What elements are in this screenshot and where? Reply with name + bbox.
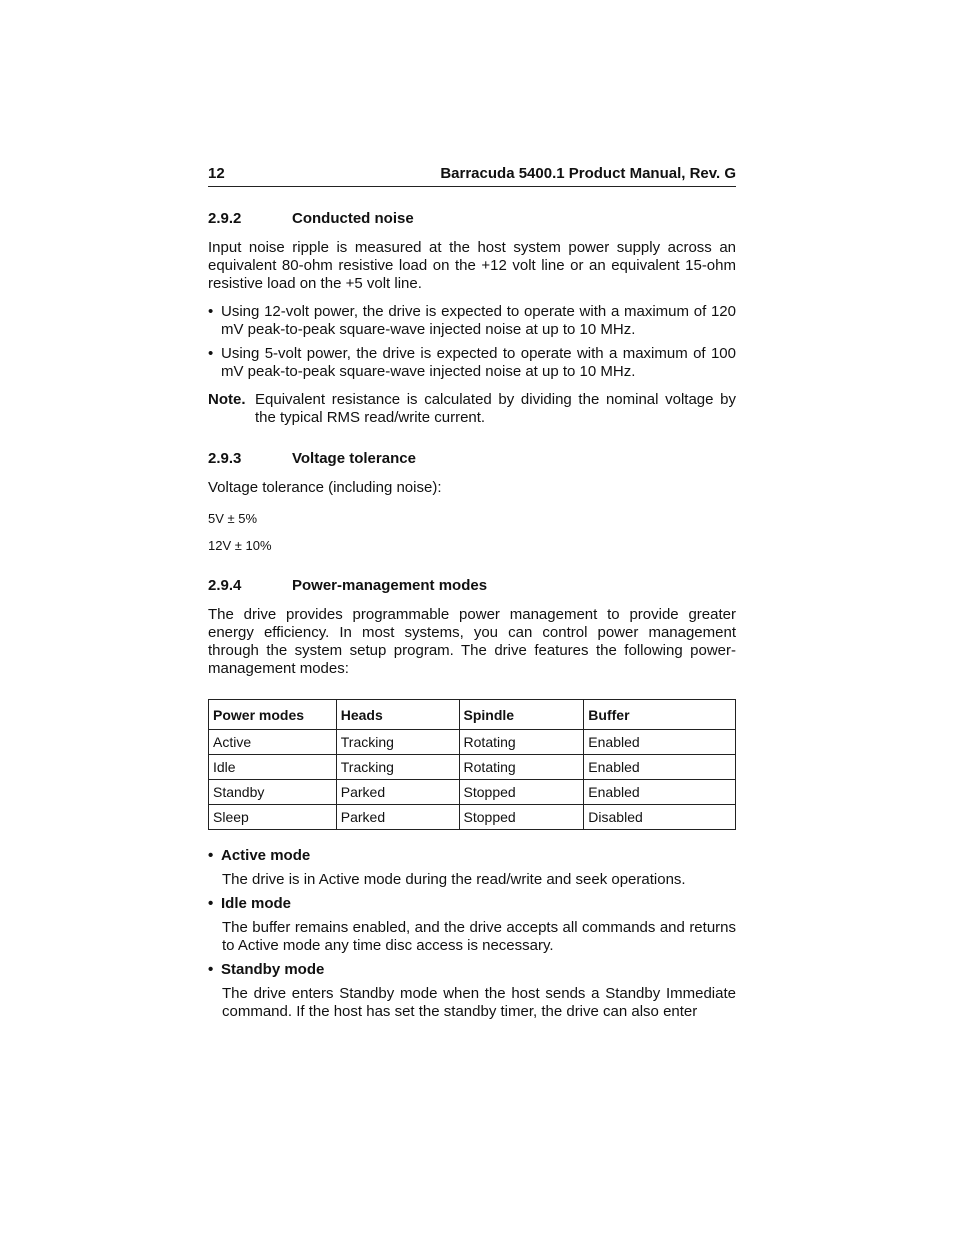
manual-title: Barracuda 5400.1 Product Manual, Rev. G: [440, 165, 736, 182]
conducted-noise-intro: Input noise ripple is measured at the host system power supply across an equivalent 80-ohm resistive load on the +12 volt line or an equivalent 15-ohm resistive load on the +5 volt line.: [208, 239, 736, 292]
page-header: [208, 162, 736, 187]
list-item: [208, 895, 736, 955]
column-header: Spindle: [459, 700, 584, 730]
table-cell: Parked: [336, 780, 459, 805]
mode-description: The buffer remains enabled, and the drive accepts all commands and returns to Active mode any time disc access is necessary.: [222, 919, 736, 954]
section-number: 2.9.2: [208, 210, 242, 227]
section-number: 2.9.3: [208, 450, 242, 467]
power-modes-intro: The drive provides programmable power management to provide greater energy efficiency. In most systems, you can control power management through the system setup program. The drive features the following power-management modes:: [208, 606, 736, 677]
section-title: Voltage tolerance: [292, 450, 416, 467]
table-cell: Stopped: [459, 780, 584, 805]
section-title: Conducted noise: [292, 210, 414, 227]
table-cell: Parked: [336, 805, 459, 830]
note: [208, 391, 736, 427]
list-item: • Using 5-volt power, the drive is expected to operate with a maximum of 100 mV peak-to-peak square-wave injected noise at up to 10 MHz.: [208, 345, 736, 380]
mode-description: The drive is in Active mode during the read/write and seek operations.: [222, 871, 686, 888]
mode-title: Idle mode: [221, 895, 292, 912]
voltage-tolerance-5v: 5V ± 5%: [208, 511, 258, 526]
table-cell: Rotating: [459, 755, 584, 780]
bullet-icon: •: [208, 303, 214, 320]
table-cell: Stopped: [459, 805, 584, 830]
mode-title: Standby mode: [221, 961, 325, 978]
note-text: Equivalent resistance is calculated by dividing the nominal voltage by the typical RMS read/write current.: [255, 391, 736, 426]
list-item: [208, 847, 736, 889]
table-cell: Enabled: [584, 730, 736, 755]
voltage-tolerance-intro: Voltage tolerance (including noise):: [208, 479, 442, 496]
bullet-icon: •: [208, 847, 214, 864]
table-row: [209, 805, 736, 830]
power-modes-table: [208, 699, 736, 830]
table-cell: Sleep: [209, 805, 337, 830]
mode-description: The drive enters Standby mode when the host sends a Standby Immediate command. If the host has set the standby timer, the drive can also enter: [222, 985, 736, 1020]
bullet-icon: •: [208, 961, 214, 978]
section-number: 2.9.4: [208, 577, 242, 594]
table-cell: Disabled: [584, 805, 736, 830]
conducted-noise-bullets: [208, 303, 736, 381]
table-cell: Standby: [209, 780, 337, 805]
table-cell: Enabled: [584, 755, 736, 780]
list-item: • Using 12-volt power, the drive is expected to operate with a maximum of 120 mV peak-to-peak square-wave injected noise at up to 10 MHz.: [208, 303, 736, 338]
table-cell: Tracking: [336, 730, 459, 755]
mode-title: Active mode: [221, 847, 311, 864]
voltage-tolerance-12v: 12V ± 10%: [208, 538, 272, 553]
table-row: [209, 755, 736, 780]
table-header-row: [209, 700, 736, 730]
column-header: Heads: [336, 700, 459, 730]
table-cell: Active: [209, 730, 337, 755]
table-row: [209, 730, 736, 755]
bullet-icon: •: [208, 895, 214, 912]
table-row: [209, 780, 736, 805]
table-cell: Enabled: [584, 780, 736, 805]
power-modes-list: [208, 847, 736, 1021]
note-label: Note.: [208, 391, 246, 408]
table-cell: Idle: [209, 755, 337, 780]
section-heading-conducted-noise: [208, 210, 736, 228]
document-page: [208, 162, 736, 1027]
section-heading-power-modes: [208, 577, 736, 595]
table-cell: Tracking: [336, 755, 459, 780]
column-header: Power modes: [209, 700, 337, 730]
bullet-icon: •: [208, 345, 214, 362]
column-header: Buffer: [584, 700, 736, 730]
table-cell: Rotating: [459, 730, 584, 755]
list-item: [208, 961, 736, 1021]
page-number: 12: [208, 165, 225, 182]
section-title: Power-management modes: [292, 577, 488, 594]
section-heading-voltage-tolerance: [208, 450, 736, 468]
